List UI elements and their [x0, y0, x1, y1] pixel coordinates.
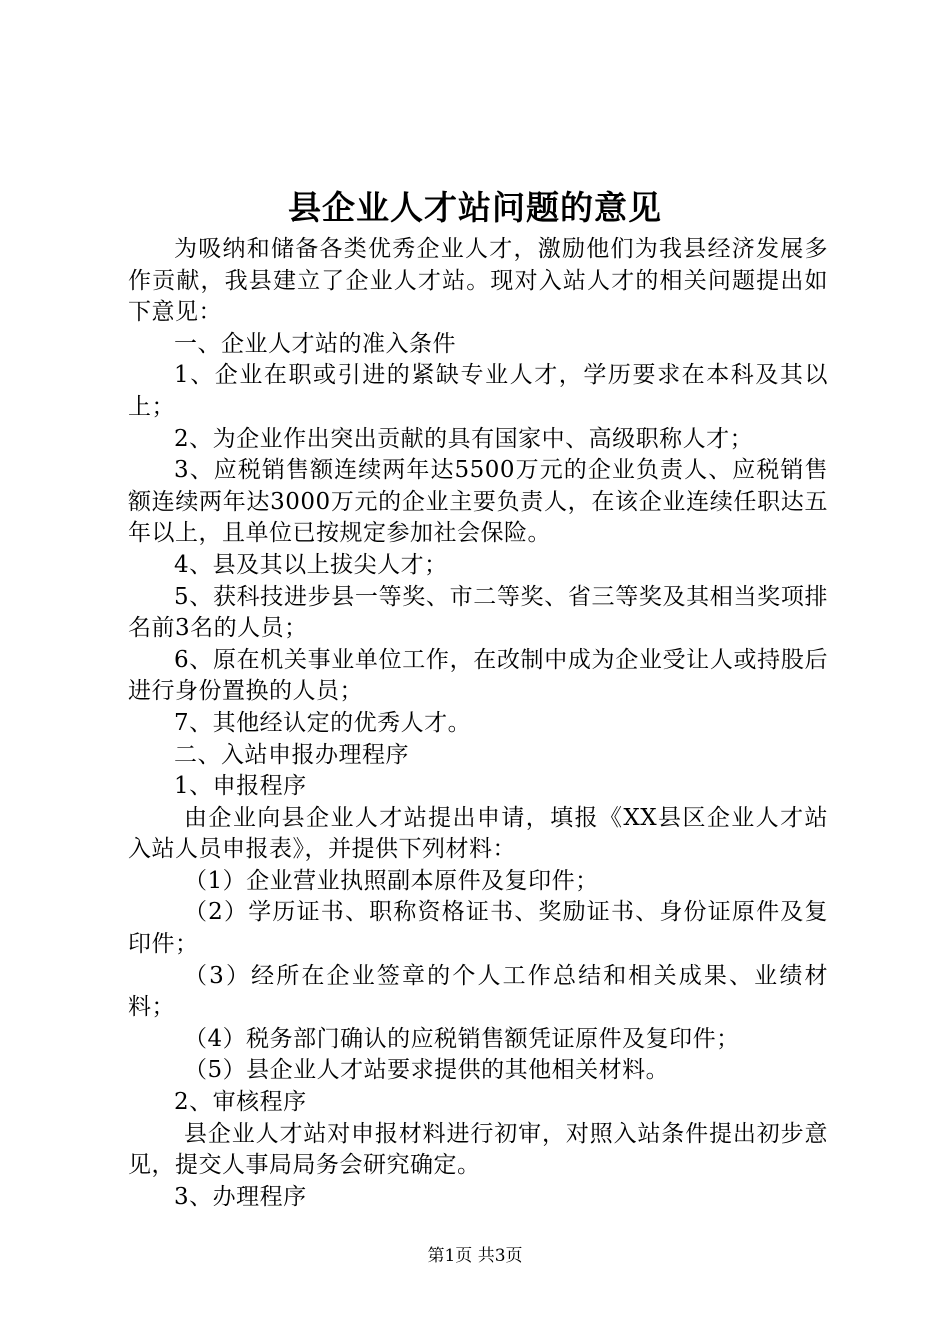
condition-item: 5、获科技进步县一等奖、市二等奖、省三等奖及其相当奖项排名前3名的人员； — [128, 583, 828, 642]
condition-item: 7、其他经认定的优秀人才。 — [174, 709, 472, 736]
procedure-paragraph: 由企业向县企业人才站提出申请，填报《XX县区企业人才站入站人员申报表》，并提供下列材料： — [128, 804, 828, 863]
intro-paragraph: 为吸纳和储备各类优秀企业人才，激励他们为我县经济发展多作贡献，我县建立了企业人才站。现对入站人才的相关问题提出如下意见： — [128, 236, 828, 326]
document-body — [128, 234, 828, 1213]
section-heading-entry-conditions: 一、企业人才站的准入条件 — [174, 330, 456, 357]
material-item: （1）企业营业执照副本原件及复印件； — [184, 867, 599, 894]
subsection-heading: 1、申报程序 — [174, 773, 307, 800]
procedure-paragraph: 县企业人才站对申报材料进行初审，对照入站条件提出初步意见，提交人事局局务会研究确定。 — [128, 1120, 828, 1179]
subsection-heading: 3、办理程序 — [174, 1183, 307, 1210]
subsection-heading: 2、审核程序 — [174, 1089, 307, 1116]
material-item: （4）税务部门确认的应税销售额凭证原件及复印件； — [184, 1025, 740, 1052]
condition-item: 2、为企业作出突出贡献的具有国家中、高级职称人才； — [174, 425, 754, 452]
page-number-footer: 第1页 共3页 — [427, 1246, 523, 1266]
condition-item: 3、应税销售额连续两年达5500万元的企业负责人、应税销售额连续两年达3000万元的企业主要负责人，在该企业连续任职达五年以上，且单位已按规定参加社会保险。 — [128, 457, 828, 547]
document-title: 县企业人才站问题的意见 — [288, 188, 662, 227]
material-item: （5）县企业人才站要求提供的其他相关材料。 — [184, 1057, 670, 1084]
material-item: （2）学历证书、职称资格证书、奖励证书、身份证原件及复印件； — [128, 899, 828, 958]
condition-item: 4、县及其以上拔尖人才； — [174, 551, 448, 578]
condition-item: 6、原在机关事业单位工作，在改制中成为企业受让人或持股后进行身份置换的人员； — [128, 646, 828, 705]
section-heading-procedure: 二、入站申报办理程序 — [174, 741, 409, 768]
condition-item: 1、企业在职或引进的紧缺专业人才，学历要求在本科及其以上； — [128, 362, 828, 420]
material-item: （3）经所在企业签章的个人工作总结和相关成果、业绩材料； — [128, 962, 828, 1021]
